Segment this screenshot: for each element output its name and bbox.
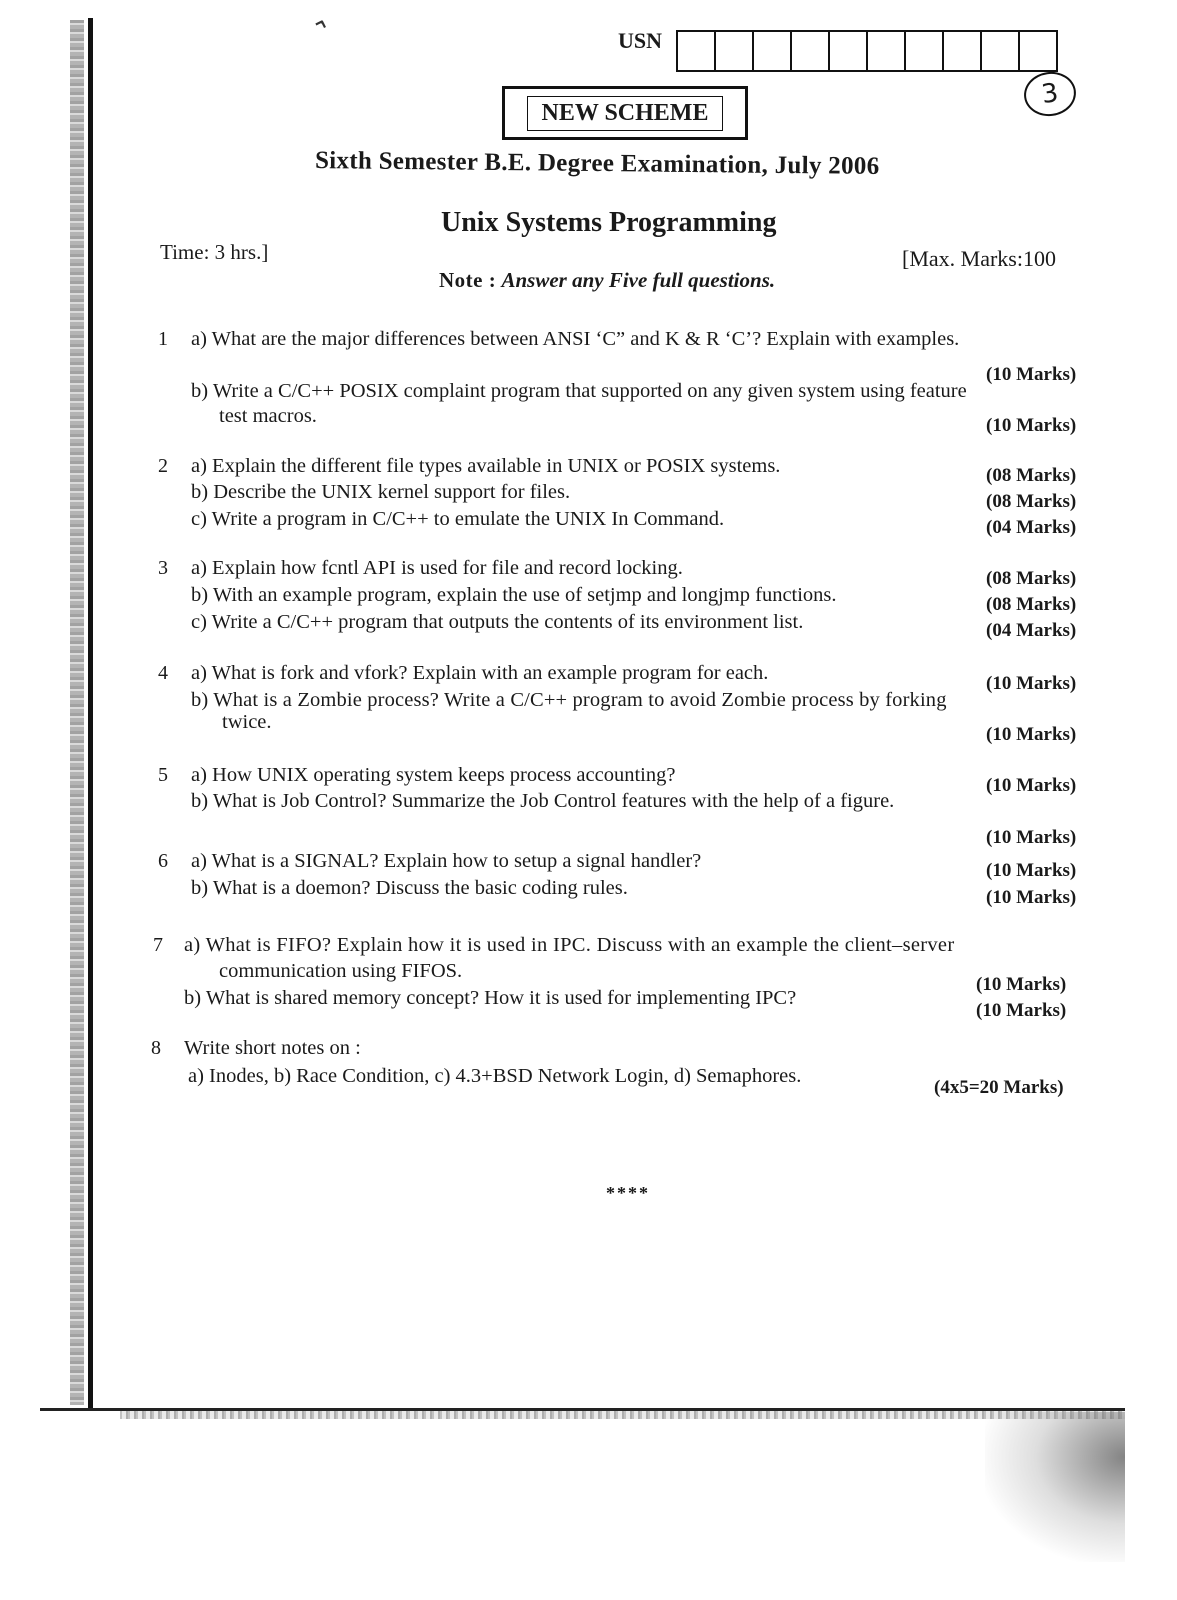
question-part: b) What is Job Control? Summarize the Job Control features with the help of a figure. (191, 790, 895, 812)
question-number: 3 (158, 557, 168, 579)
question-part-continuation: communication using FIFOS. (219, 960, 463, 982)
question-part: b) What is shared memory concept? How it is used for implementing IPC? (184, 987, 797, 1009)
question-number: 5 (158, 764, 168, 786)
usn-box (830, 32, 868, 70)
question-number: 7 (153, 934, 163, 956)
question-marks: (08 Marks) (986, 594, 1077, 615)
usn-label: USN (618, 28, 663, 53)
note-text: Answer any Five full questions. (501, 268, 776, 292)
usn-box (944, 32, 982, 70)
handwritten-tick-icon: ⌃ (303, 13, 334, 49)
question-marks: (08 Marks) (986, 491, 1077, 512)
question-marks: (10 Marks) (986, 887, 1077, 908)
page-number-circle: 3 (1021, 69, 1079, 120)
usn-box (1020, 32, 1056, 70)
usn-box (678, 32, 716, 70)
question-part: a) Inodes, b) Race Condition, c) 4.3+BSD Network Login, d) Semaphores. (188, 1065, 802, 1087)
end-of-paper-stars: **** (606, 1183, 650, 1203)
question-marks: (10 Marks) (986, 827, 1077, 848)
usn-box (868, 32, 906, 70)
scheme-label: NEW SCHEME (527, 96, 724, 131)
usn-boxes (676, 30, 1058, 72)
question-part: b) With an example program, explain the use of setjmp and longjmp functions. (191, 584, 837, 606)
question-number: 2 (158, 455, 168, 477)
question-part: a) How UNIX operating system keeps process accounting? (191, 764, 676, 786)
question-marks: (10 Marks) (986, 415, 1077, 436)
question-marks: (10 Marks) (986, 724, 1077, 745)
scan-binding-edge (70, 20, 84, 1405)
question-part: a) What is a SIGNAL? Explain how to setup a signal handler? (191, 850, 702, 872)
usn-box (906, 32, 944, 70)
question-part: b) What is a doemon? Discuss the basic coding rules. (191, 877, 628, 899)
exam-title: Sixth Semester B.E. Degree Examination, July 2006 (314, 147, 880, 180)
question-part: a) What are the major differences between ANSI ‘C” and K & R ‘C’? Explain with examples. (191, 328, 960, 350)
question-marks: (10 Marks) (986, 860, 1077, 881)
question-number: 1 (158, 328, 168, 350)
max-marks-label: [Max. Marks:100 (902, 246, 1056, 271)
question-marks: (04 Marks) (986, 517, 1077, 538)
usn-box (982, 32, 1020, 70)
question-number: 6 (158, 850, 168, 872)
subject-title: Unix Systems Programming (441, 207, 777, 238)
question-part: c) Write a C/C++ program that outputs the contents of its environment list. (191, 611, 804, 633)
question-part: Write short notes on : (184, 1037, 361, 1059)
question-marks: (04 Marks) (986, 620, 1077, 641)
margin-line (88, 18, 93, 1408)
scheme-box (502, 86, 748, 140)
question-part: b) What is a Zombie process? Write a C/C++ program to avoid Zombie process by forking (191, 689, 947, 711)
question-marks: (4x5=20 Marks) (934, 1077, 1064, 1098)
question-part: a) Explain how fcntl API is used for file and record locking. (191, 557, 683, 579)
note-line (439, 268, 775, 293)
time-label: Time: 3 hrs.] (160, 240, 269, 264)
question-part: b) Describe the UNIX kernel support for files. (191, 481, 571, 503)
question-part-continuation: test macros. (219, 405, 317, 427)
question-marks: (10 Marks) (986, 775, 1077, 796)
question-marks: (10 Marks) (976, 1000, 1067, 1021)
usn-box (716, 32, 754, 70)
corner-smudge (985, 1412, 1125, 1562)
question-marks: (10 Marks) (986, 673, 1077, 694)
question-number: 4 (158, 662, 168, 684)
question-part: c) Write a program in C/C++ to emulate the UNIX In Command. (191, 508, 725, 530)
question-part: a) What is FIFO? Explain how it is used in IPC. Discuss with an example the client–server (184, 934, 955, 956)
note-label: Note : (439, 268, 497, 292)
usn-box (754, 32, 792, 70)
question-marks: (08 Marks) (986, 568, 1077, 589)
question-part-continuation: twice. (222, 711, 272, 733)
question-part: a) What is fork and vfork? Explain with an example program for each. (191, 662, 769, 684)
usn-box (792, 32, 830, 70)
question-part: b) Write a C/C++ POSIX complaint program that supported on any given system using feature (191, 380, 967, 402)
question-marks: (10 Marks) (986, 364, 1077, 385)
question-number: 8 (151, 1037, 161, 1059)
bottom-scan-band (120, 1411, 1125, 1419)
question-marks: (10 Marks) (976, 974, 1067, 995)
question-part: a) Explain the different file types available in UNIX or POSIX systems. (191, 455, 781, 477)
question-marks: (08 Marks) (986, 465, 1077, 486)
